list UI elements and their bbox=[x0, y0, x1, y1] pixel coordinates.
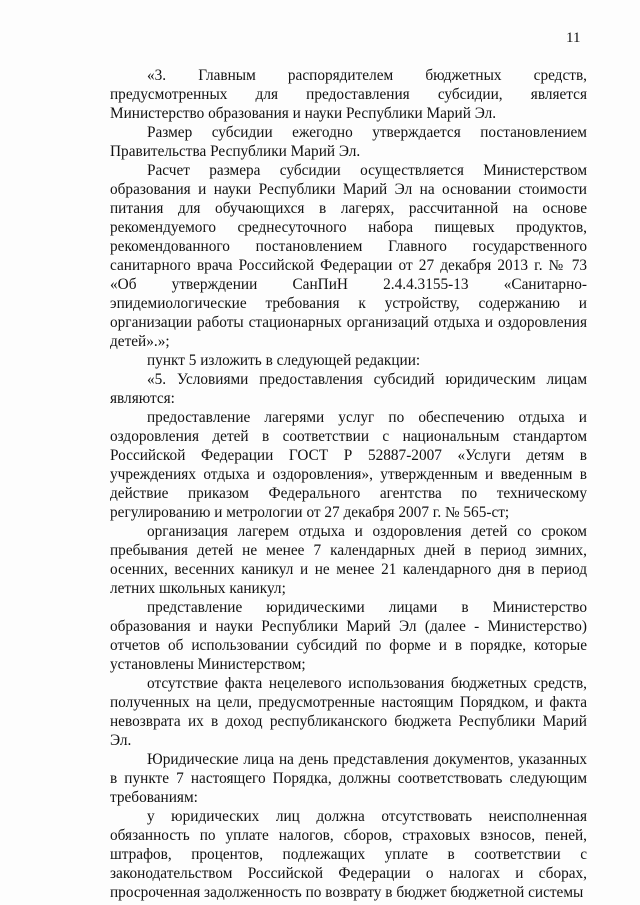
paragraph-clause-5: «5. Условиями предоставления субсидий юридическим лицам являются: bbox=[110, 371, 587, 407]
paragraph-amendment-intro: пункт 5 изложить в следующей редакции: bbox=[147, 352, 421, 369]
page-number: 11 bbox=[566, 30, 581, 46]
document-body bbox=[110, 66, 587, 902]
paragraph-clause-3: «3. Главным распорядителем бюджетных средств, предусмотренных для предоставления субсидии, является Министерство образования и науки Республики Марий Эл. bbox=[110, 67, 587, 122]
paragraph-subsidy-size: Размер субсидии ежегодно утверждается постановлением Правительства Республики Марий Эл. bbox=[110, 124, 587, 160]
paragraph-requirements-intro: Юридические лица на день представления документов, указанных в пункте 7 настоящего Порядка, должны соответствовать следующим требованиям: bbox=[110, 751, 587, 806]
paragraph-condition-duration: организация лагерем отдыха и оздоровления детей со сроком пребывания детей не менее 7 календарных дней в период зимних, осенних, весенних каникул и не менее 21 календарного дня в период летних школьных каникул; bbox=[110, 523, 587, 597]
paragraph-condition-services: предоставление лагерями услуг по обеспечению отдыха и оздоровления детей в соответствии с национальным стандартом Российской Федерации ГОСТ Р 52887-2007 «Услуги детям в учреждениях отдыха и оздоровления», утвержденным и введенным в действие приказом Федерального агентства по техническому регулированию и метрологии от 27 декабря 2007 г. № 565-ст; bbox=[110, 409, 587, 521]
paragraph-condition-reports: представление юридическими лицами в Министерство образования и науки Республики Марий Эл (далее - Министерство) отчетов об использовании субсидий по форме и в порядке, которые установлены Министерством; bbox=[110, 599, 587, 673]
paragraph-requirement-taxes: у юридических лиц должна отсутствовать неисполненная обязанность по уплате налогов, сборов, страховых взносов, пеней, штрафов, процентов, подлежащих уплате в соответствии с законодательством Российской Федерации о налогах и сборах, просроченная задолженность по возврату в бюджет бюджетной системы bbox=[110, 808, 587, 901]
paragraph-subsidy-calculation: Расчет размера субсидии осуществляется Министерством образования и науки Республики Марий Эл на основании стоимости питания для обучающихся в лагерях, рассчитанной на основе рекомендуемого среднесуточного набора пищевых продуктов, рекомендованного постановлением Главного государственного санитарного врача Российской Федерации от 27 декабря 2013 г. № 73 «Об утверждении СанПиН 2.4.4.3155-13 «Санитарно-эпидемиологические требования к устройству, содержанию и организации работы стационарных организаций отдыха и оздоровления детей».»; bbox=[110, 162, 587, 350]
paragraph-condition-misuse: отсутствие факта нецелевого использования бюджетных средств, полученных на цели, предусмотренные настоящим Порядком, и факта невозврата их в доход республиканского бюджета Республики Марий Эл. bbox=[110, 675, 587, 749]
